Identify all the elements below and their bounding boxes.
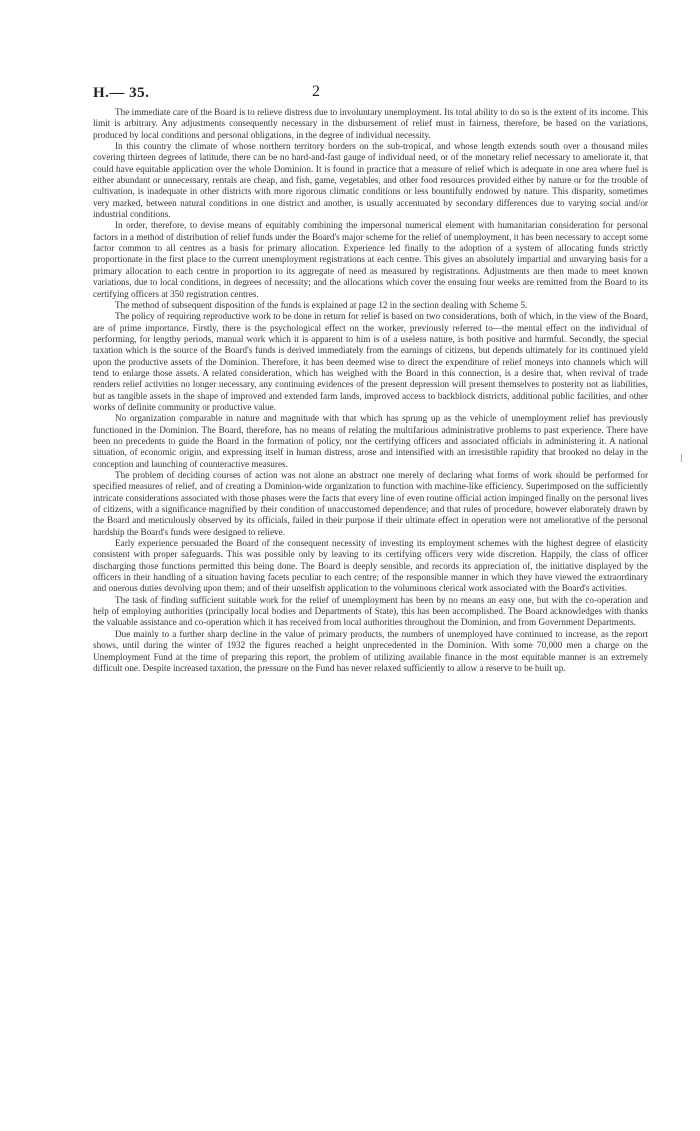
paragraph: The method of subsequent disposition of the funds is explained at page 12 in the section dealing with Scheme 5. [115,299,528,310]
body-text [93,107,648,674]
paragraph: No organization comparable in nature and magnitude with that which has sprung up as the vehicle of unemployment relief has previously functioned in the Dominion. The Board, therefore, has no means of relating the multifarious administrative problems to past experience. There have been no precedents to guide the Board in the formation of policy, nor the certifying officers and associated officials in administering it. A national situation, of economic origin, and expressing itself in human distress, arose and intensified with an irresistible rapidity that brooked no delay in the conception and launching of counteractive measures. [93,413,648,469]
paragraph: In this country the climate of whose northern territory borders on the sub-tropical, and whose length extends south over a thousand miles covering thirteen degrees of latitude, there can be no hard-and-fast gauge of individual need, or of the monetary relief necessary to ameliorate it, that could have equitable application over the whole Dominion. It is found in practice that a measure of relief which is adequate in one area where fuel is either abundant or unnecessary, rentals are cheap, and fish, game, vegetables, and other food resources provided either by nature or for the trouble of cultivation, is inadequate in other districts with more rigorous climatic conditions or less bountifully endowed by nature. This disparity, sometimes very marked, between natural conditions in one district and another, is usually accentuated by secondary differences due to varying social and/or industrial conditions. [93,141,648,220]
paragraph: The problem of deciding courses of action was not alone an abstract one merely of declaring what forms of work should be performed for specified measures of relief, and of creating a Dominion-wide organization to function with machine-like efficiency. Superimposed on the sufficiently intricate considerations associated with those phases were the facts that every line of even routine official action impinged finally on the personal lives of citizens, with a significance magnified by their condition of unaccustomed dependence; and that rules of procedure, however elaborately drawn by the Board and meticulously observed by its officials, failed in their purpose if their ultimate effect in operation were not ameliorative of the personal hardship the Board's funds were designed to relieve. [93,470,648,537]
page-number: 2 [312,83,320,100]
paragraph: The policy of requiring reproductive work to be done in return for relief is based on two considerations, both of which, in the view of the Board, are of prime importance. Firstly, there is the psychological effect on the worker, previously referred to—the mental effect on the individual of performing, for lengthy periods, manual work which it is apparent to him is of a useless nature, is both positive and harmful. Secondly, the special taxation which is the source of the Board's funds is derived immediately from the earnings of citizens, but depends ultimately for its continued yield upon the productive assets of the Dominion. Therefore, it has been deemed wise to direct the expenditure of relief moneys into channels which will tend to enlarge those assets. A related consideration, which has weighed with the Board in this connection, is a desire that, when revival of trade renders relief activities no longer necessary, any continuing evidences of the present depression will present themselves to posterity not as liabilities, but as tangible assets in the shape of improved and extended farm lands, improved access to backblock districts, additional public facilities, and other works of definite community or productive value. [93,311,648,412]
page-reference: H.— 35. [93,85,150,101]
paragraph: In order, therefore, to devise means of equitably combining the impersonal numerical element with humanitarian consideration for personal factors in a method of distribution of relief funds under the Board's major scheme for the relief of unemployment, it has been necessary to accept some factor common to all centres as a basis for primary allocation. Experience led finally to the adoption of a system of allocating funds strictly proportionate in the first place to the current unemployment registrations at each centre. This gives an absolutely impartial and unvarying basis for a primary allocation to each centre in proportion to its aggregate of need as measured by registrations. Adjustments are then made to meet known variations, due to local conditions, in degrees of necessity; and the allocations which cover the ensuing four weeks are remitted from the Board to its certifying officers at 350 registration centres. [93,220,648,299]
paragraph: Early experience persuaded the Board of the consequent necessity of investing its employment schemes with the highest degree of elasticity consistent with proper safeguards. This was possible only by leaving to its certifying officers very wide discretion. Happily, the class of officer discharging those functions permitted this being done. The Board is deeply sensible, and records its appreciation of, the initiative displayed by the officers in their handling of a situation having facets peculiar to each centre; of the responsible manner in which they have viewed the extraordinary and onerous duties devolving upon them; and of their unselfish application to the voluminous clerical work associated with the Board's activities. [93,538,648,594]
margin-mark [681,454,682,462]
paragraph: The immediate care of the Board is to relieve distress due to involuntary unemployment. Its total ability to do so is the extent of its income. This limit is arbitrary. Any adjustments consequently necessary in the disbursement of relief must in fairness, therefore, be based on the variations, produced by local conditions and personal obligations, in the degree of individual necessity. [93,107,648,140]
paragraph: The task of finding sufficient suitable work for the relief of unemployment has been by no means an easy one, but with the co-operation and help of employing authorities (principally local bodies and Departments of State), this has been accomplished. The Board acknowledges with thanks the valuable assistance and co-operation which it has received from local authorities throughout the Dominion, and from Government Departments. [93,594,648,628]
paragraph: Due mainly to a further sharp decline in the value of primary products, the numbers of unemployed have continued to increase, as the report shows, until during the winter of 1932 the figures reached a height unprecedented in the Dominion. With some 70,000 men a charge on the Unemployment Fund at the time of preparing this report, the problem of utilizing available finance in the most equitable manner is an extremely difficult one. Despite increased taxation, the pressure on the Fund has never relaxed sufficiently to allow a reserve to be built up. [93,628,648,673]
